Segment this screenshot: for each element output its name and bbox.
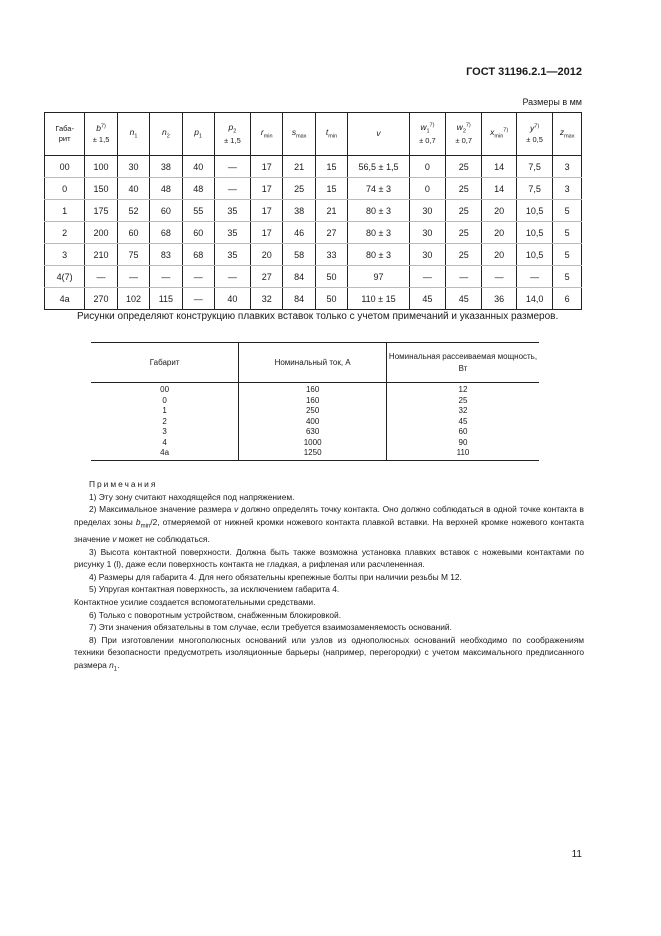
note-6: 6) Только с поворотным устройством, снабженным блокировкой. bbox=[89, 609, 342, 620]
table-cell: 7,5 bbox=[516, 156, 552, 178]
table-cell: — bbox=[85, 266, 117, 288]
table-cell: 48 bbox=[150, 178, 182, 200]
table-cell: 17 bbox=[251, 222, 283, 244]
dimensions-col-footnote-ref: 7) bbox=[429, 122, 435, 129]
col-gabarit: Габарит bbox=[91, 343, 239, 383]
table-cell: 0 bbox=[162, 395, 167, 405]
table-row bbox=[91, 417, 539, 428]
dimensions-col-letter: y bbox=[530, 123, 535, 134]
table-cell: 40 bbox=[117, 178, 149, 200]
dimensions-col-header bbox=[283, 113, 315, 156]
table-cell: 68 bbox=[182, 244, 214, 266]
table-cell: — bbox=[182, 266, 214, 288]
current-power-table bbox=[91, 342, 539, 461]
table-cell: 14 bbox=[482, 178, 517, 200]
table-cell: 2 bbox=[162, 416, 167, 426]
dimensions-col-tolerance: рит bbox=[58, 134, 71, 143]
dimensions-col-letter: v bbox=[376, 128, 381, 139]
table-row bbox=[45, 200, 582, 222]
table-cell: 25 bbox=[446, 178, 482, 200]
table-row bbox=[91, 383, 539, 396]
table-cell: 35 bbox=[214, 200, 250, 222]
dimensions-col-subscript: 2 bbox=[166, 133, 170, 140]
dimensions-col-symbol bbox=[216, 122, 249, 136]
table-cell: 21 bbox=[283, 156, 315, 178]
table-cell: 33 bbox=[315, 244, 347, 266]
table-cell: — bbox=[409, 266, 445, 288]
dimensions-col-header bbox=[409, 113, 445, 156]
table-cell: 30 bbox=[409, 222, 445, 244]
table-cell: 25 bbox=[387, 396, 540, 407]
table-cell: 58 bbox=[283, 244, 315, 266]
dimensions-col-letter: b bbox=[96, 123, 101, 134]
dimensions-col-symbol: Габа- bbox=[55, 123, 74, 133]
note-8-part-b: . bbox=[117, 659, 120, 670]
table-row bbox=[91, 438, 539, 449]
dimensions-col-subscript: max bbox=[296, 133, 307, 140]
table-cell: 250 bbox=[239, 406, 387, 417]
table-cell: 25 bbox=[446, 200, 482, 222]
dimensions-col-symbol bbox=[483, 127, 515, 141]
table-cell: 35 bbox=[214, 244, 250, 266]
table-cell: 6 bbox=[553, 288, 582, 310]
dimensions-col-subscript: min bbox=[328, 133, 338, 140]
note-2-v2: v bbox=[112, 534, 117, 545]
table-cell: — bbox=[482, 266, 517, 288]
table-row bbox=[91, 448, 539, 460]
note-5-continuation: Контактное усилие создается вспомогательными средствами. bbox=[74, 597, 316, 608]
dimensions-col-tolerance: ± 0,7 bbox=[419, 135, 436, 145]
note-4: 4) Размеры для габарита 4. Для него обязательны крепежные болты при наличии резьбы М 12. bbox=[89, 571, 462, 582]
dimensions-col-letter: w bbox=[456, 121, 463, 132]
table-cell: 14,0 bbox=[516, 288, 552, 310]
table-cell: 50 bbox=[315, 288, 347, 310]
dimensions-col-letter: x bbox=[490, 127, 495, 138]
table-cell: — bbox=[214, 156, 250, 178]
table-row bbox=[45, 288, 582, 310]
dimensions-col-symbol bbox=[252, 127, 281, 141]
table-cell: 5 bbox=[553, 222, 582, 244]
table-cell: 97 bbox=[348, 266, 410, 288]
dimensions-col-footnote-ref: 7) bbox=[100, 123, 106, 130]
table-cell: 210 bbox=[85, 244, 117, 266]
table-row bbox=[45, 178, 582, 200]
table-cell: 110 bbox=[387, 448, 540, 460]
table-cell: 35 bbox=[214, 222, 250, 244]
table-cell: 25 bbox=[283, 178, 315, 200]
table-cell: 3 bbox=[553, 156, 582, 178]
dimensions-col-header bbox=[348, 113, 410, 156]
notes-heading: Примечания bbox=[89, 479, 158, 489]
dimensions-col-subscript: 1 bbox=[199, 133, 203, 140]
note-2-part-c: /2, отмеряемой от нижней кромки ножевого контакта плавкой вставки. На верхней кромке ножевого контакта значение bbox=[74, 516, 584, 545]
table-cell: 38 bbox=[283, 200, 315, 222]
table-cell: 80 ± 3 bbox=[348, 200, 410, 222]
note-2-b: b bbox=[135, 516, 141, 527]
note-8 bbox=[74, 634, 584, 676]
dimensions-col-subscript: min bbox=[263, 133, 273, 140]
table-cell: 20 bbox=[482, 222, 517, 244]
table-cell: 0 bbox=[409, 178, 445, 200]
table-cell: 27 bbox=[251, 266, 283, 288]
dimensions-col-symbol bbox=[317, 127, 346, 141]
dimensions-col-symbol bbox=[518, 123, 551, 134]
dimensions-table bbox=[44, 112, 582, 310]
dimensions-col-header bbox=[150, 113, 182, 156]
table-cell: 10,5 bbox=[516, 200, 552, 222]
dimensions-col-subscript: 2 bbox=[462, 128, 466, 135]
dimensions-col-letter: r bbox=[260, 127, 264, 138]
table-cell: 84 bbox=[283, 288, 315, 310]
table-cell: 1 bbox=[45, 200, 85, 222]
table-cell: 115 bbox=[150, 288, 182, 310]
table-cell: 45 bbox=[387, 417, 540, 428]
dimensions-col-header bbox=[553, 113, 582, 156]
table-cell: 630 bbox=[239, 427, 387, 438]
table-row bbox=[91, 406, 539, 417]
table-cell: 2 bbox=[45, 222, 85, 244]
col-nominal-current: Номинальный ток, А bbox=[239, 343, 387, 383]
dimensions-col-symbol bbox=[184, 127, 213, 141]
table-cell: — bbox=[182, 288, 214, 310]
dimensions-col-symbol bbox=[554, 127, 580, 141]
table-cell: 80 ± 3 bbox=[348, 244, 410, 266]
table-cell: 20 bbox=[251, 244, 283, 266]
table-cell: 17 bbox=[251, 178, 283, 200]
note-2 bbox=[74, 503, 584, 545]
table-cell: 30 bbox=[117, 156, 149, 178]
dimensions-col-subscript: max bbox=[564, 133, 575, 140]
table-cell: 4а bbox=[45, 288, 85, 310]
note-2-v: v bbox=[234, 504, 239, 515]
table-cell: 160 bbox=[239, 396, 387, 407]
table-row bbox=[45, 156, 582, 178]
table-cell: 175 bbox=[85, 200, 117, 222]
table-cell: 27 bbox=[315, 222, 347, 244]
dimensions-col-subscript: 2 bbox=[233, 128, 237, 135]
dimensions-col-symbol bbox=[349, 128, 408, 139]
dimensions-col-subscript: 1 bbox=[426, 128, 430, 135]
dimensions-col-tolerance: ± 0,7 bbox=[455, 135, 473, 145]
note-8-n-sub: 1 bbox=[113, 666, 118, 673]
dimensions-col-symbol bbox=[447, 122, 480, 136]
table-cell: 52 bbox=[117, 200, 149, 222]
note-8-n: n bbox=[109, 659, 114, 670]
standard-header: ГОСТ 31196.2.1—2012 bbox=[466, 66, 582, 78]
dimensions-col-letter: n bbox=[129, 127, 135, 138]
table-cell: 5 bbox=[553, 266, 582, 288]
table-cell: 10,5 bbox=[516, 222, 552, 244]
table-row bbox=[91, 427, 539, 438]
table-cell: 14 bbox=[482, 156, 517, 178]
dimensions-col-symbol bbox=[86, 123, 115, 134]
page-number: 11 bbox=[571, 849, 582, 860]
dimensions-col-symbol bbox=[284, 127, 313, 141]
note-8-part-a: 8) При изготовлении многополюсных оснований или узлов из однополюсных оснований необходимо по соображениям техники безопасности предусмотреть изоляционные барьеры (например, перегородки) с учетом максимального предписанного размера bbox=[74, 634, 584, 670]
dimensions-col-letter: n bbox=[161, 127, 167, 138]
dimensions-col-footnote-ref: 7) bbox=[534, 123, 540, 130]
note-2-part-d: может не соблюдаться. bbox=[116, 534, 210, 545]
note-2-b-sub: min bbox=[140, 523, 151, 530]
table-cell: 5 bbox=[553, 200, 582, 222]
table-cell: 55 bbox=[182, 200, 214, 222]
table-cell: 3 bbox=[45, 244, 85, 266]
table-cell: — bbox=[446, 266, 482, 288]
table-cell: 40 bbox=[214, 288, 250, 310]
dimensions-col-header bbox=[85, 113, 117, 156]
table-cell: 45 bbox=[409, 288, 445, 310]
table-cell: 160 bbox=[239, 383, 387, 396]
table-cell: 30 bbox=[409, 200, 445, 222]
dimensions-col-header bbox=[45, 113, 85, 156]
dimensions-col-letter: p bbox=[194, 127, 200, 138]
table-cell: 17 bbox=[251, 156, 283, 178]
table-row bbox=[91, 396, 539, 407]
table-cell: 3 bbox=[162, 427, 167, 436]
table-cell: 400 bbox=[239, 417, 387, 428]
table-cell: 150 bbox=[85, 178, 117, 200]
table-cell: 0 bbox=[45, 178, 85, 200]
note-5: 5) Упругая контактная поверхность, за исключением габарита 4. bbox=[89, 584, 340, 595]
table-cell: 4а bbox=[91, 448, 239, 460]
table-row bbox=[45, 222, 582, 244]
table-cell: 10,5 bbox=[516, 244, 552, 266]
table-row bbox=[45, 244, 582, 266]
table-cell: 68 bbox=[150, 222, 182, 244]
table-cell: 60 bbox=[150, 200, 182, 222]
table-cell: 32 bbox=[387, 406, 540, 417]
dimensions-col-header bbox=[182, 113, 214, 156]
table-cell: — bbox=[117, 266, 149, 288]
col-nominal-power-label: Номинальная рассеиваемая мощность, Вт bbox=[388, 351, 538, 373]
dimensions-col-header bbox=[446, 113, 482, 156]
table-cell: 4 bbox=[162, 437, 167, 447]
table-cell: — bbox=[150, 266, 182, 288]
table-cell: — bbox=[214, 266, 250, 288]
table-cell: 56,5 ± 1,5 bbox=[348, 156, 410, 178]
table-cell: 270 bbox=[85, 288, 117, 310]
table-cell: 83 bbox=[150, 244, 182, 266]
table-cell: 00 bbox=[160, 385, 170, 394]
table-cell: 84 bbox=[283, 266, 315, 288]
current-power-table-header bbox=[91, 343, 539, 383]
dimensions-col-subscript: min bbox=[494, 133, 504, 140]
table-row bbox=[45, 266, 582, 288]
table-cell: 00 bbox=[45, 156, 85, 178]
dimensions-col-footnote-ref: 7) bbox=[503, 127, 509, 134]
table-cell: 21 bbox=[315, 200, 347, 222]
table-cell: 90 bbox=[387, 438, 540, 449]
dimensions-col-footnote-ref: 7) bbox=[465, 122, 471, 129]
dimensions-col-letter: w bbox=[420, 121, 427, 132]
notes-section bbox=[74, 478, 584, 676]
table-cell: 25 bbox=[446, 222, 482, 244]
dimensions-col-symbol bbox=[411, 122, 444, 136]
dimensions-col-tolerance: ± 1,5 bbox=[224, 135, 241, 145]
table-cell: 1 bbox=[162, 406, 167, 415]
table-cell: 110 ± 15 bbox=[348, 288, 410, 310]
figure-caption: Рисунки определяют конструкцию плавких вставок только с учетом примечаний и указанных размеров. bbox=[77, 311, 559, 322]
col-nominal-power bbox=[387, 343, 540, 383]
table-cell: 102 bbox=[117, 288, 149, 310]
note-1: 1) Эту зону считают находящейся под напряжением. bbox=[89, 491, 295, 502]
table-cell: — bbox=[516, 266, 552, 288]
dimensions-col-symbol bbox=[151, 127, 180, 141]
table-cell: 25 bbox=[446, 156, 482, 178]
table-cell: 200 bbox=[85, 222, 117, 244]
table-cell: 60 bbox=[182, 222, 214, 244]
dimensions-col-header bbox=[214, 113, 250, 156]
table-cell: 50 bbox=[315, 266, 347, 288]
table-cell: 20 bbox=[482, 244, 517, 266]
table-cell: 38 bbox=[150, 156, 182, 178]
table-cell: 36 bbox=[482, 288, 517, 310]
table-cell: 74 ± 3 bbox=[348, 178, 410, 200]
dimensions-col-header bbox=[251, 113, 283, 156]
table-cell: 46 bbox=[283, 222, 315, 244]
table-cell: 7,5 bbox=[516, 178, 552, 200]
table-cell: 12 bbox=[387, 383, 540, 396]
table-cell: 15 bbox=[315, 156, 347, 178]
table-cell: 25 bbox=[446, 244, 482, 266]
table-cell: 15 bbox=[315, 178, 347, 200]
table-cell: 0 bbox=[409, 156, 445, 178]
table-cell: 17 bbox=[251, 200, 283, 222]
units-note: Размеры в мм bbox=[522, 97, 582, 107]
note-2-part-b: должно определять точку контакта. Оно должно соблюдаться в одной точке контакта в пределах зоны bbox=[74, 504, 584, 527]
table-cell: 45 bbox=[446, 288, 482, 310]
table-cell: 30 bbox=[409, 244, 445, 266]
dimensions-col-subscript: 1 bbox=[134, 133, 138, 140]
dimensions-col-letter: p bbox=[228, 121, 234, 132]
table-cell: 3 bbox=[553, 178, 582, 200]
table-cell: 48 bbox=[182, 178, 214, 200]
dimensions-col-tolerance: ± 0,5 bbox=[526, 134, 543, 144]
table-cell: 32 bbox=[251, 288, 283, 310]
note-7: 7) Эти значения обязательны в том случае, если требуется взаимозаменяемость оснований. bbox=[89, 622, 452, 633]
table-cell: 60 bbox=[117, 222, 149, 244]
table-cell: 60 bbox=[387, 427, 540, 438]
table-cell: 80 ± 3 bbox=[348, 222, 410, 244]
table-cell: 1250 bbox=[239, 448, 387, 460]
table-cell: 1000 bbox=[239, 438, 387, 449]
dimensions-col-letter: z bbox=[559, 127, 565, 138]
note-2-part-a: 2) Максимальное значение размера bbox=[89, 504, 234, 515]
table-cell: 4(7) bbox=[45, 266, 85, 288]
table-cell: 20 bbox=[482, 200, 517, 222]
dimensions-table-header bbox=[45, 113, 582, 156]
table-cell: 100 bbox=[85, 156, 117, 178]
dimensions-col-header bbox=[117, 113, 149, 156]
dimensions-col-tolerance: ± 1,5 bbox=[92, 134, 110, 144]
dimensions-col-letter: t bbox=[325, 127, 329, 138]
dimensions-col-header bbox=[315, 113, 347, 156]
dimensions-col-header bbox=[482, 113, 517, 156]
table-cell: 5 bbox=[553, 244, 582, 266]
note-3: 3) Высота контактной поверхности. Должна быть также возможна установка плавких вставок с ножевыми контактами по рисунку 1 (l), даже если поверхность контакта не гладкая, а рифленая или расчлененная. bbox=[74, 546, 584, 570]
table-cell: — bbox=[214, 178, 250, 200]
dimensions-col-symbol bbox=[119, 127, 148, 141]
dimensions-col-letter: s bbox=[291, 127, 297, 138]
table-cell: 75 bbox=[117, 244, 149, 266]
table-cell: 40 bbox=[182, 156, 214, 178]
dimensions-col-header bbox=[516, 113, 552, 156]
